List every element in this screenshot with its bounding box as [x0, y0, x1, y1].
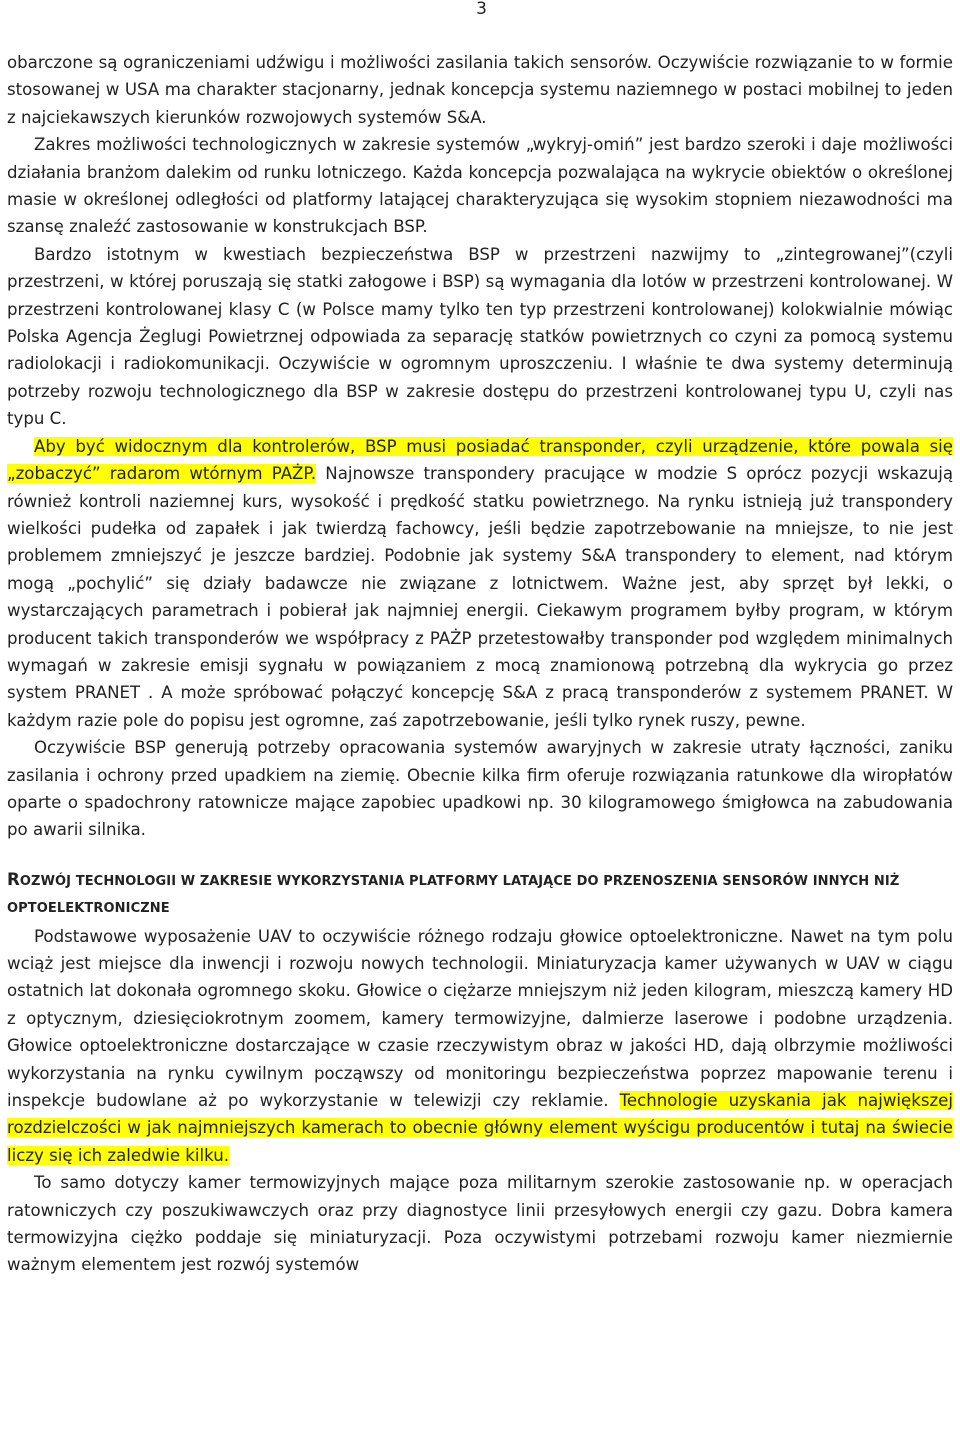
text-segment: Najnowsze transpondery pracujące w modzie S oprócz pozycji wskazują również kontroli naziemnej kurs, wysokość i prędkość statku powietrznego. Na rynku istnieją już transpondery wielkości pudełka od zapałek i jak twierdzą fachowcy, jeśli będzie zapotrzebowanie na mniejsze, to nie jest problemem zmniejszyć je jeszcze bardziej. Podobnie jak systemy S&A transpondery to element, nad którym mogą „pochylić” się działy badawcze nie związane z lotnictwem. Ważne jest, aby sprzęt był lekki, o wystarczających parametrach i pobierał jak najmniej energii. Ciekawym programem byłby program, w którym producent takich transponderów we współpracy z PAŻP przetestowałby transponder pod względem minimalnych wymagań w zakresie emisji sygnału w powiązaniem z mocą znamionową potrzebną dla wykrycia go przez system PRANET . A może spróbować połączyć koncepcję S&A z pracą transponderów z systemem PRANET. W każdym razie pole do popisu jest ogromne, zaś zapotrzebowanie, jeśli tylko rynek ruszy, pewne. — [7, 464, 954, 730]
paragraphs-after-heading — [7, 923, 953, 1279]
highlighted-text: Technologie uzyskania jak największej rozdzielczości w jak najmniejszych kamerach to obecnie główny element wyścigu producentów i tutaj na świecie liczy się ich zaledwie kilku. — [7, 1091, 954, 1165]
paragraph — [7, 49, 953, 131]
page-number: 3 — [476, 0, 487, 19]
paragraphs-before-heading — [7, 49, 953, 844]
text-segment: obarczone są ograniczeniami udźwigu i możliwości zasilania takich sensorów. Oczywiście rozwiązanie to w formie stosowanej w USA ma charakter stacjonarny, jednak koncepcja systemu naziemnego w postaci mobilnej to jeden z najciekawszych kierunków rozwojowych systemów S&A. — [7, 53, 953, 127]
paragraph — [7, 923, 953, 1170]
section-heading: ROZWÓJ TECHNOLOGII W ZAKRESIE WYKORZYSTANIA PLATFORMY LATAJĄCE DO PRZENOSZENIA SENSORÓW INNYCH NIŻ OPTOELEKTRONICZNE — [7, 869, 900, 917]
highlighted-text: Aby być widocznym dla kontrolerów, BSP musi posiadać transponder, czyli urządzenie, które powala się „zobaczyć” radarom wtórnym PAŻP. — [7, 436, 953, 484]
text-segment: To samo dotyczy kamer termowizyjnych mające poza militarnym szerokie zastosowanie np. w operacjach ratowniczych czy poszukiwawczych oraz przy diagnostyce linii przesyłowych energii czy gazu. Dobra kamera termowizyjna ciężko poddaje się miniaturyzacji. Poza oczywistymi potrzebami rozwoju kamer niezmiernie ważnym elementem jest rozwój systemów — [7, 1173, 953, 1275]
paragraph — [7, 433, 953, 734]
text-segment: Bardzo istotnym w kwestiach bezpieczeństwa BSP w przestrzeni nazwijmy to „zintegrowanej”(czyli przestrzeni, w której poruszają się statki załogowe i BSP) są wymagania dla lotów w przestrzeni kontrolowanej. W przestrzeni kontrolowanej klasy C (w Polsce mamy tylko ten typ przestrzeni kontrolowanej) kolokwialnie mówiąc Polska Agencja Żeglugi Powietrznej odpowiada za separację statków powietrznych co czyni za pomocą systemu radiolokacji i radiokomunikacji. Oczywiście w ogromnym uproszczeniu. I właśnie te dwa systemy determinują potrzeby rozwoju technologicznego dla BSP w zakresie dostępu do przestrzeni kontrolowanej typu U, czyli nas typu C. — [7, 244, 953, 429]
text-segment: Oczywiście BSP generują potrzeby opracowania systemów awaryjnych w zakresie utraty łączności, zaniku zasilania i ochrony przed upadkiem na ziemię. Obecnie kilka firm oferuje rozwiązania ratunkowe dla wiropłatów oparte o spadochrony ratownicze mające zapobiec upadkowi np. 30 kilogramowego śmigłowca na zabudowania po awarii silnika. — [7, 738, 953, 840]
text-segment: Podstawowe wyposażenie UAV to oczywiście różnego rodzaju głowice optoelektroniczne. Nawet na tym polu wciąż jest miejsce dla inwencji i rozwoju nowych technologii. Miniaturyzacja kamer używanych w UAV w ciągu ostatnich lat dokonała ogromnego skoku. Głowice o ciężarze mniejszym niż jeden kilogram, mieszczą kamery HD z optycznym, dziesięciokrotnym zoomem, kamery termowizyjne, dalmierze laserowe i podobne urządzenia. Głowice optoelektroniczne dostarczające w czasie rzeczywistym obraz w jakości HD, dają olbrzymie możliwości wykorzystania na rynku cywilnym począwszy od monitoringu bezpieczeństwa poprzez mapowanie terenu i inspekcje budowlane aż po wykorzystanie w telewizji czy reklamie. — [7, 926, 953, 1111]
paragraph — [7, 734, 953, 844]
paragraph — [7, 241, 953, 433]
paragraph — [7, 131, 953, 241]
text-segment: Zakres możliwości technologicznych w zakresie systemów „wykryj-omiń” jest bardzo szeroki i daje możliwości działania branżom dalekim od runku lotniczego. Każda koncepcja pozwalająca na wykrycie obiektów o określonej masie w określonej odległości od platformy latającej charakteryzująca się wysokim stopniem niezawodności ma szansę znaleźć zastosowanie w konstrukcjach BSP. — [7, 135, 953, 237]
document-body — [7, 49, 953, 1279]
paragraph — [7, 1169, 953, 1279]
